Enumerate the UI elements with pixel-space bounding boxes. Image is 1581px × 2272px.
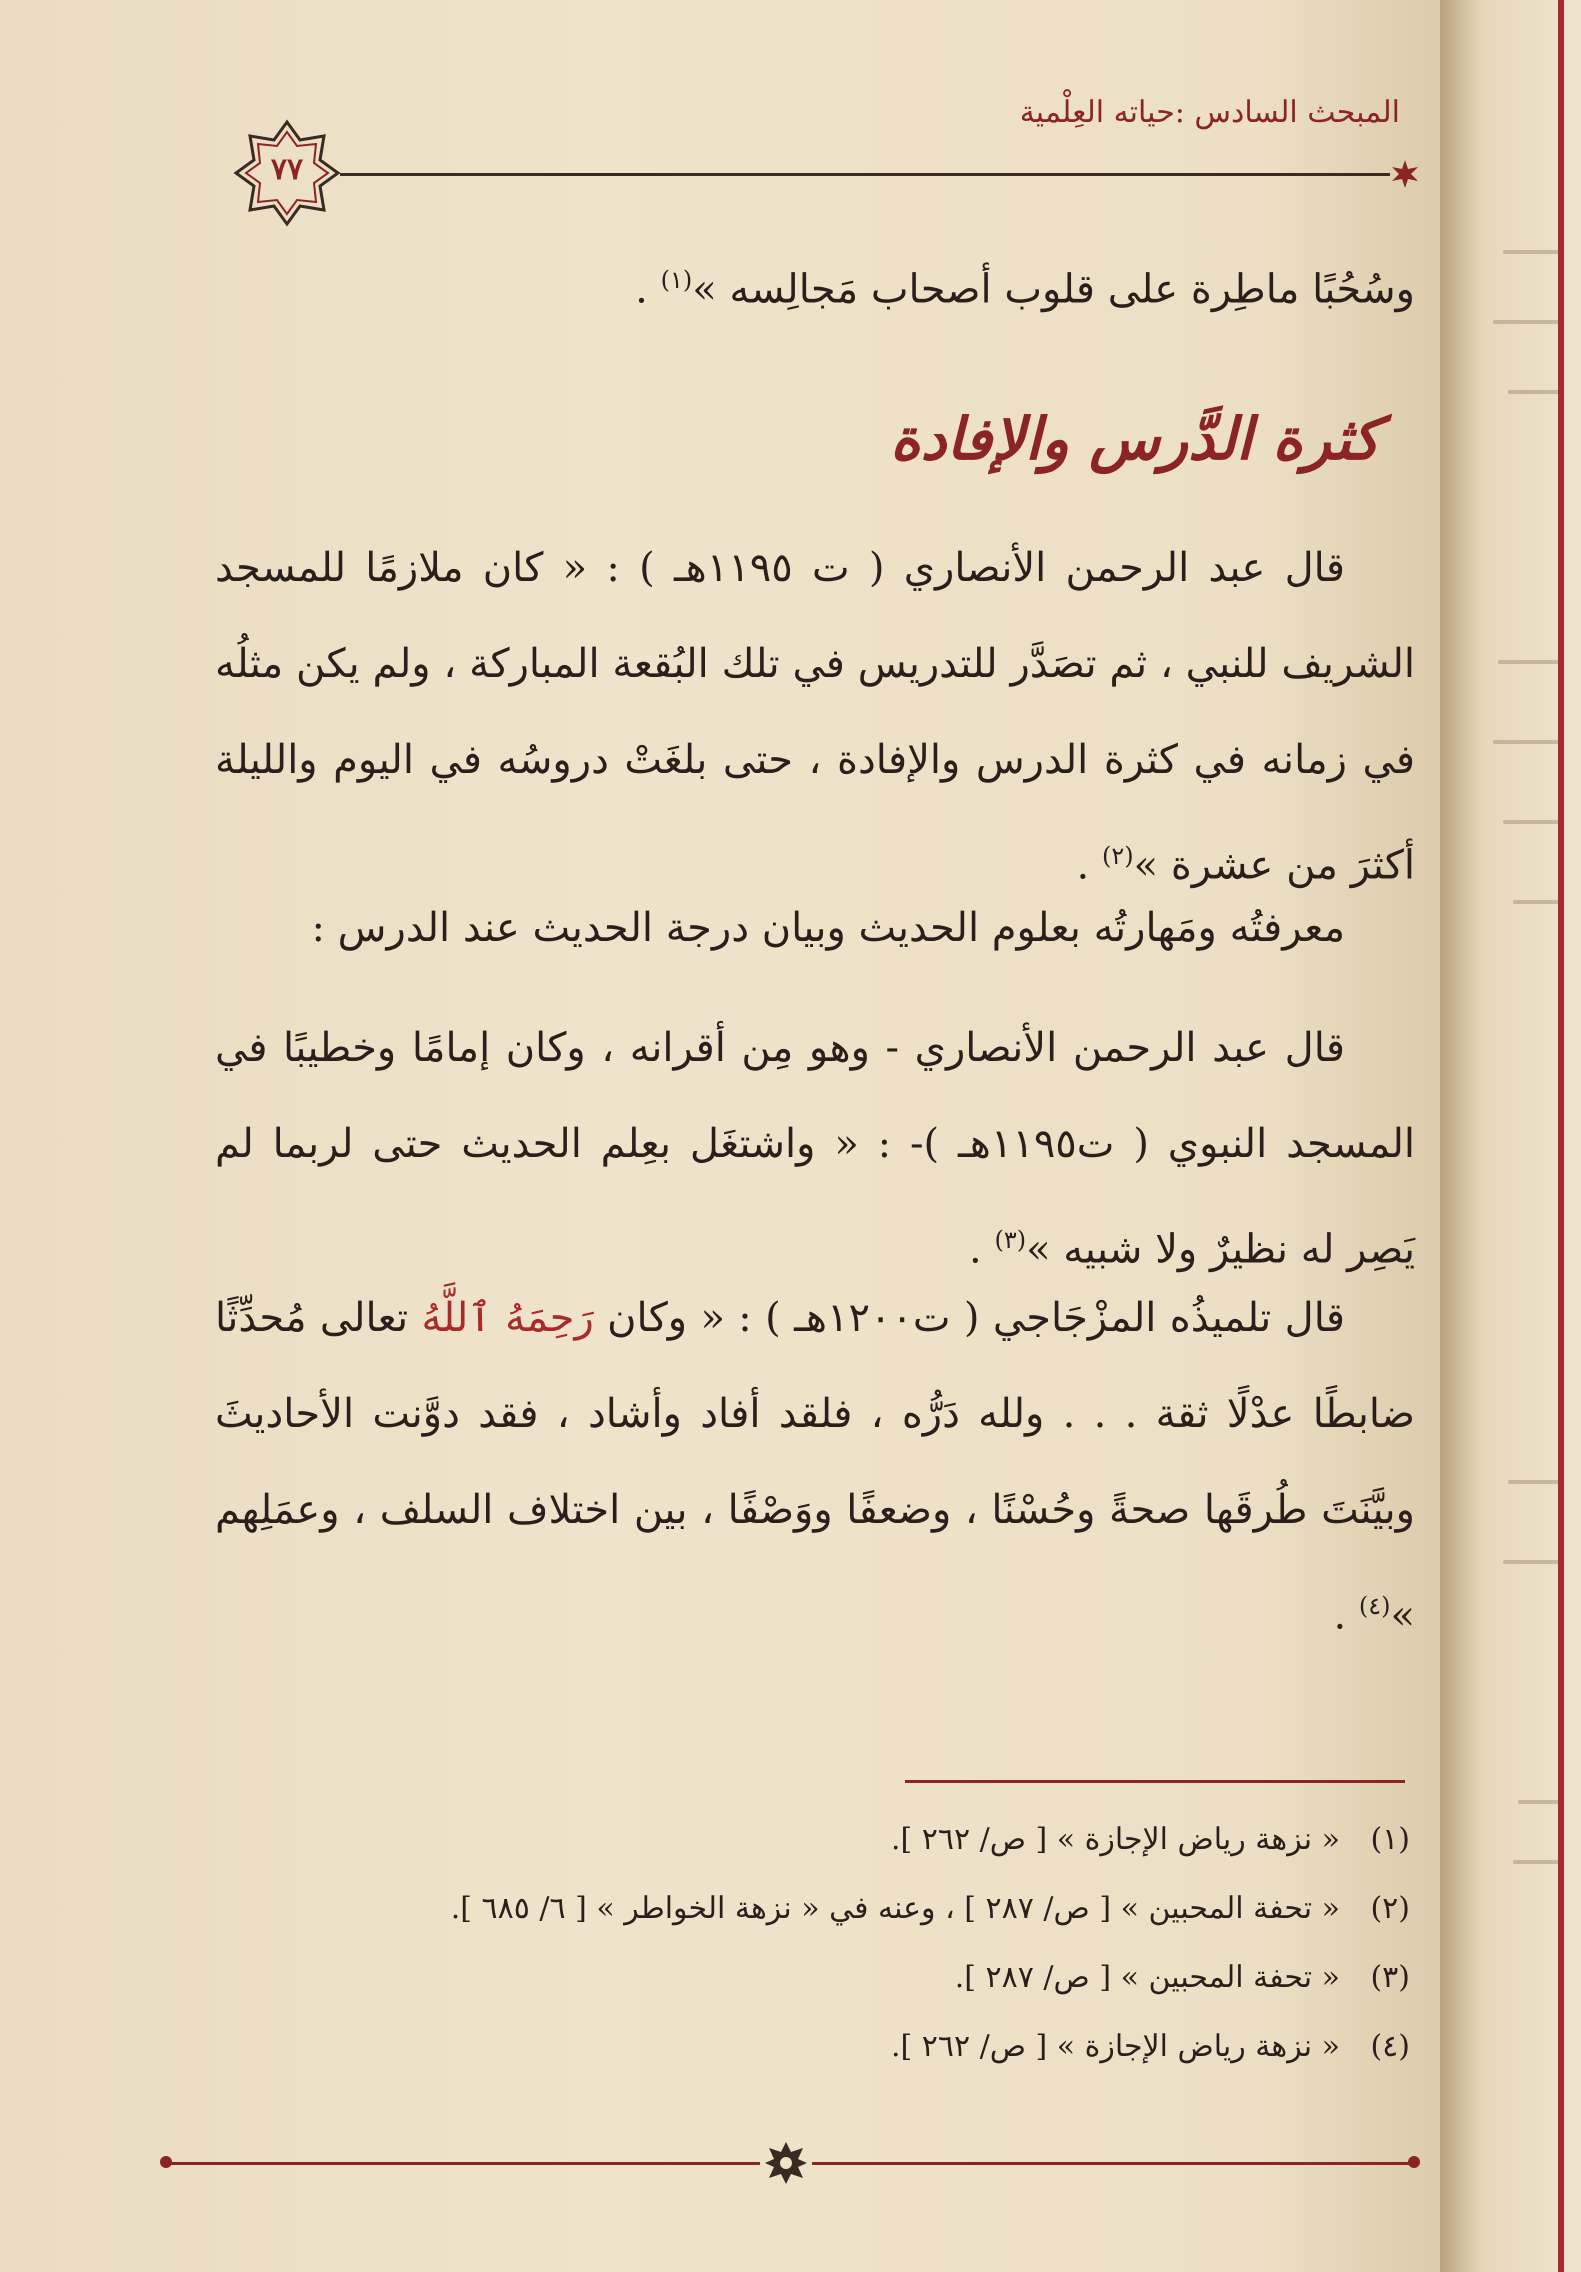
footnote-2 [300,1874,1410,1943]
ghost-text-line [1503,820,1563,824]
footer-dot-right [1408,2156,1420,2168]
footnote-ref-2: (٢) [1101,842,1134,870]
footnote-separator [905,1780,1405,1783]
chapter-title: المبحث السادس :حياته العِلْمية [1019,95,1400,130]
footnote-4 [300,2012,1410,2081]
footer-rule-right [812,2162,1412,2165]
paragraph-3-text: قال عبد الرحمن الأنصاري - وهو مِن أقرانه ، وكان إمامًا وخطيبًا في المسجد النبوي ( ت١١٩٥هـ )- : « واشتغَل بعِلم الحديث حتى لربما لم يَصِر له نظيرٌ ولا شبيه » [215,1025,1416,1273]
paragraph-1-block [215,520,1415,913]
footnote-text: « تحفة المحبين » [ ص/ ٢٨٧ ] ، وعنه في « نزهة الخواطر » [ ٦/ ٦٨٥ ]. [450,1891,1340,1926]
footnote-text: « نزهة رياض الإجازة » [ ص/ ٢٦٢ ]. [890,2029,1340,2064]
footnote-number: (١) [1370,1822,1410,1857]
section-heading: كثرة الدَّرس والإفادة [890,405,1380,473]
paragraph-4-block [215,1270,1415,1663]
ghost-text-line [1513,900,1563,904]
opening-line-end: . [635,266,648,313]
paragraph-2: معرفتُه ومَهارتُه بعلوم الحديث وبيان درجة الحديث عند الدرس : [311,905,1345,951]
paragraph-3 [215,1000,1415,1297]
paragraph-1-end: . [1076,842,1090,889]
paragraph-4-end: . [1333,1592,1347,1639]
ghost-text-line [1493,740,1563,744]
running-header [230,95,1450,175]
footer-ornament-icon [763,2140,809,2186]
page-number: ٧٧ [270,152,304,187]
ghost-text-line [1493,320,1563,324]
ghost-text-line [1508,390,1563,394]
header-rule [340,173,1390,176]
opening-line-text: وسُحُبًا ماطِرة على قلوب أصحاب مَجالِسه » [692,266,1415,313]
footnote-number: (٣) [1370,1960,1410,1995]
footnote-text: « نزهة رياض الإجازة » [ ص/ ٢٦٢ ]. [890,1822,1340,1857]
footnote-ref-4: (٤) [1358,1592,1391,1620]
paragraph-4 [215,1270,1415,1663]
adjacent-page-border [1558,0,1564,2272]
ghost-text-line [1503,250,1563,254]
footnote-text: « تحفة المحبين » [ ص/ ٢٨٧ ]. [954,1960,1340,1995]
paragraph-3-block [215,1000,1415,1297]
ghost-text-line [1508,1480,1563,1484]
footnote-ref-1: (١) [660,266,693,294]
paragraph-1 [215,520,1415,913]
footnote-3 [300,1943,1410,2012]
ghost-text-line [1503,1560,1563,1564]
footnote-number: (٤) [1370,2029,1410,2064]
honorific: رَحِمَهُ ٱللَّهُ [421,1295,594,1341]
paragraph-4-rest: تعالى مُحدِّثًا ضابطًا عدْلًا ثقة . . . ولله دَرُّه ، فلقد أفاد وأشاد ، فقد دوَّنت الأحاديثَ وبيَّنَتَ طُرقَها صحةً وحُسْنًا ، وضعفًا ووَصْفًا ، بين اختلاف السلف ، وعمَلِهم » [215,1295,1415,1639]
footnote-number: (٢) [1370,1891,1410,1926]
footnote-ref-3: (٣) [994,1226,1027,1254]
footer-rule-left [170,2162,760,2165]
header-star-icon [1390,159,1420,189]
opening-line-block [215,232,1415,337]
footnotes [300,1805,1410,2081]
paragraph-1-text: قال عبد الرحمن الأنصاري ( ت ١١٩٥هـ ) : « كان ملازمًا للمسجد الشريف للنبي ، ثم تصَدَّر للتدريس في تلك البُقعة المباركة ، ولم يكن مثلُه في زمانه في كثرة الدرس والإفادة ، حتى بلغَتْ دروسُه في اليوم والليلة أكثرَ من عشرة » [215,545,1415,889]
opening-line [215,232,1415,337]
footnote-1 [300,1805,1410,1874]
ghost-text-line [1498,660,1563,664]
ghost-text-line [1513,1860,1563,1864]
adjacent-page-edge [1440,0,1581,2272]
ghost-text-line [1518,1800,1563,1804]
paragraph-4-start: قال تلميذُه المزْجَاجي ( ت١٢٠٠هـ ) : « وكان [607,1295,1346,1341]
paragraph-3-end: . [969,1226,982,1273]
paragraph-2-block [215,880,1415,976]
